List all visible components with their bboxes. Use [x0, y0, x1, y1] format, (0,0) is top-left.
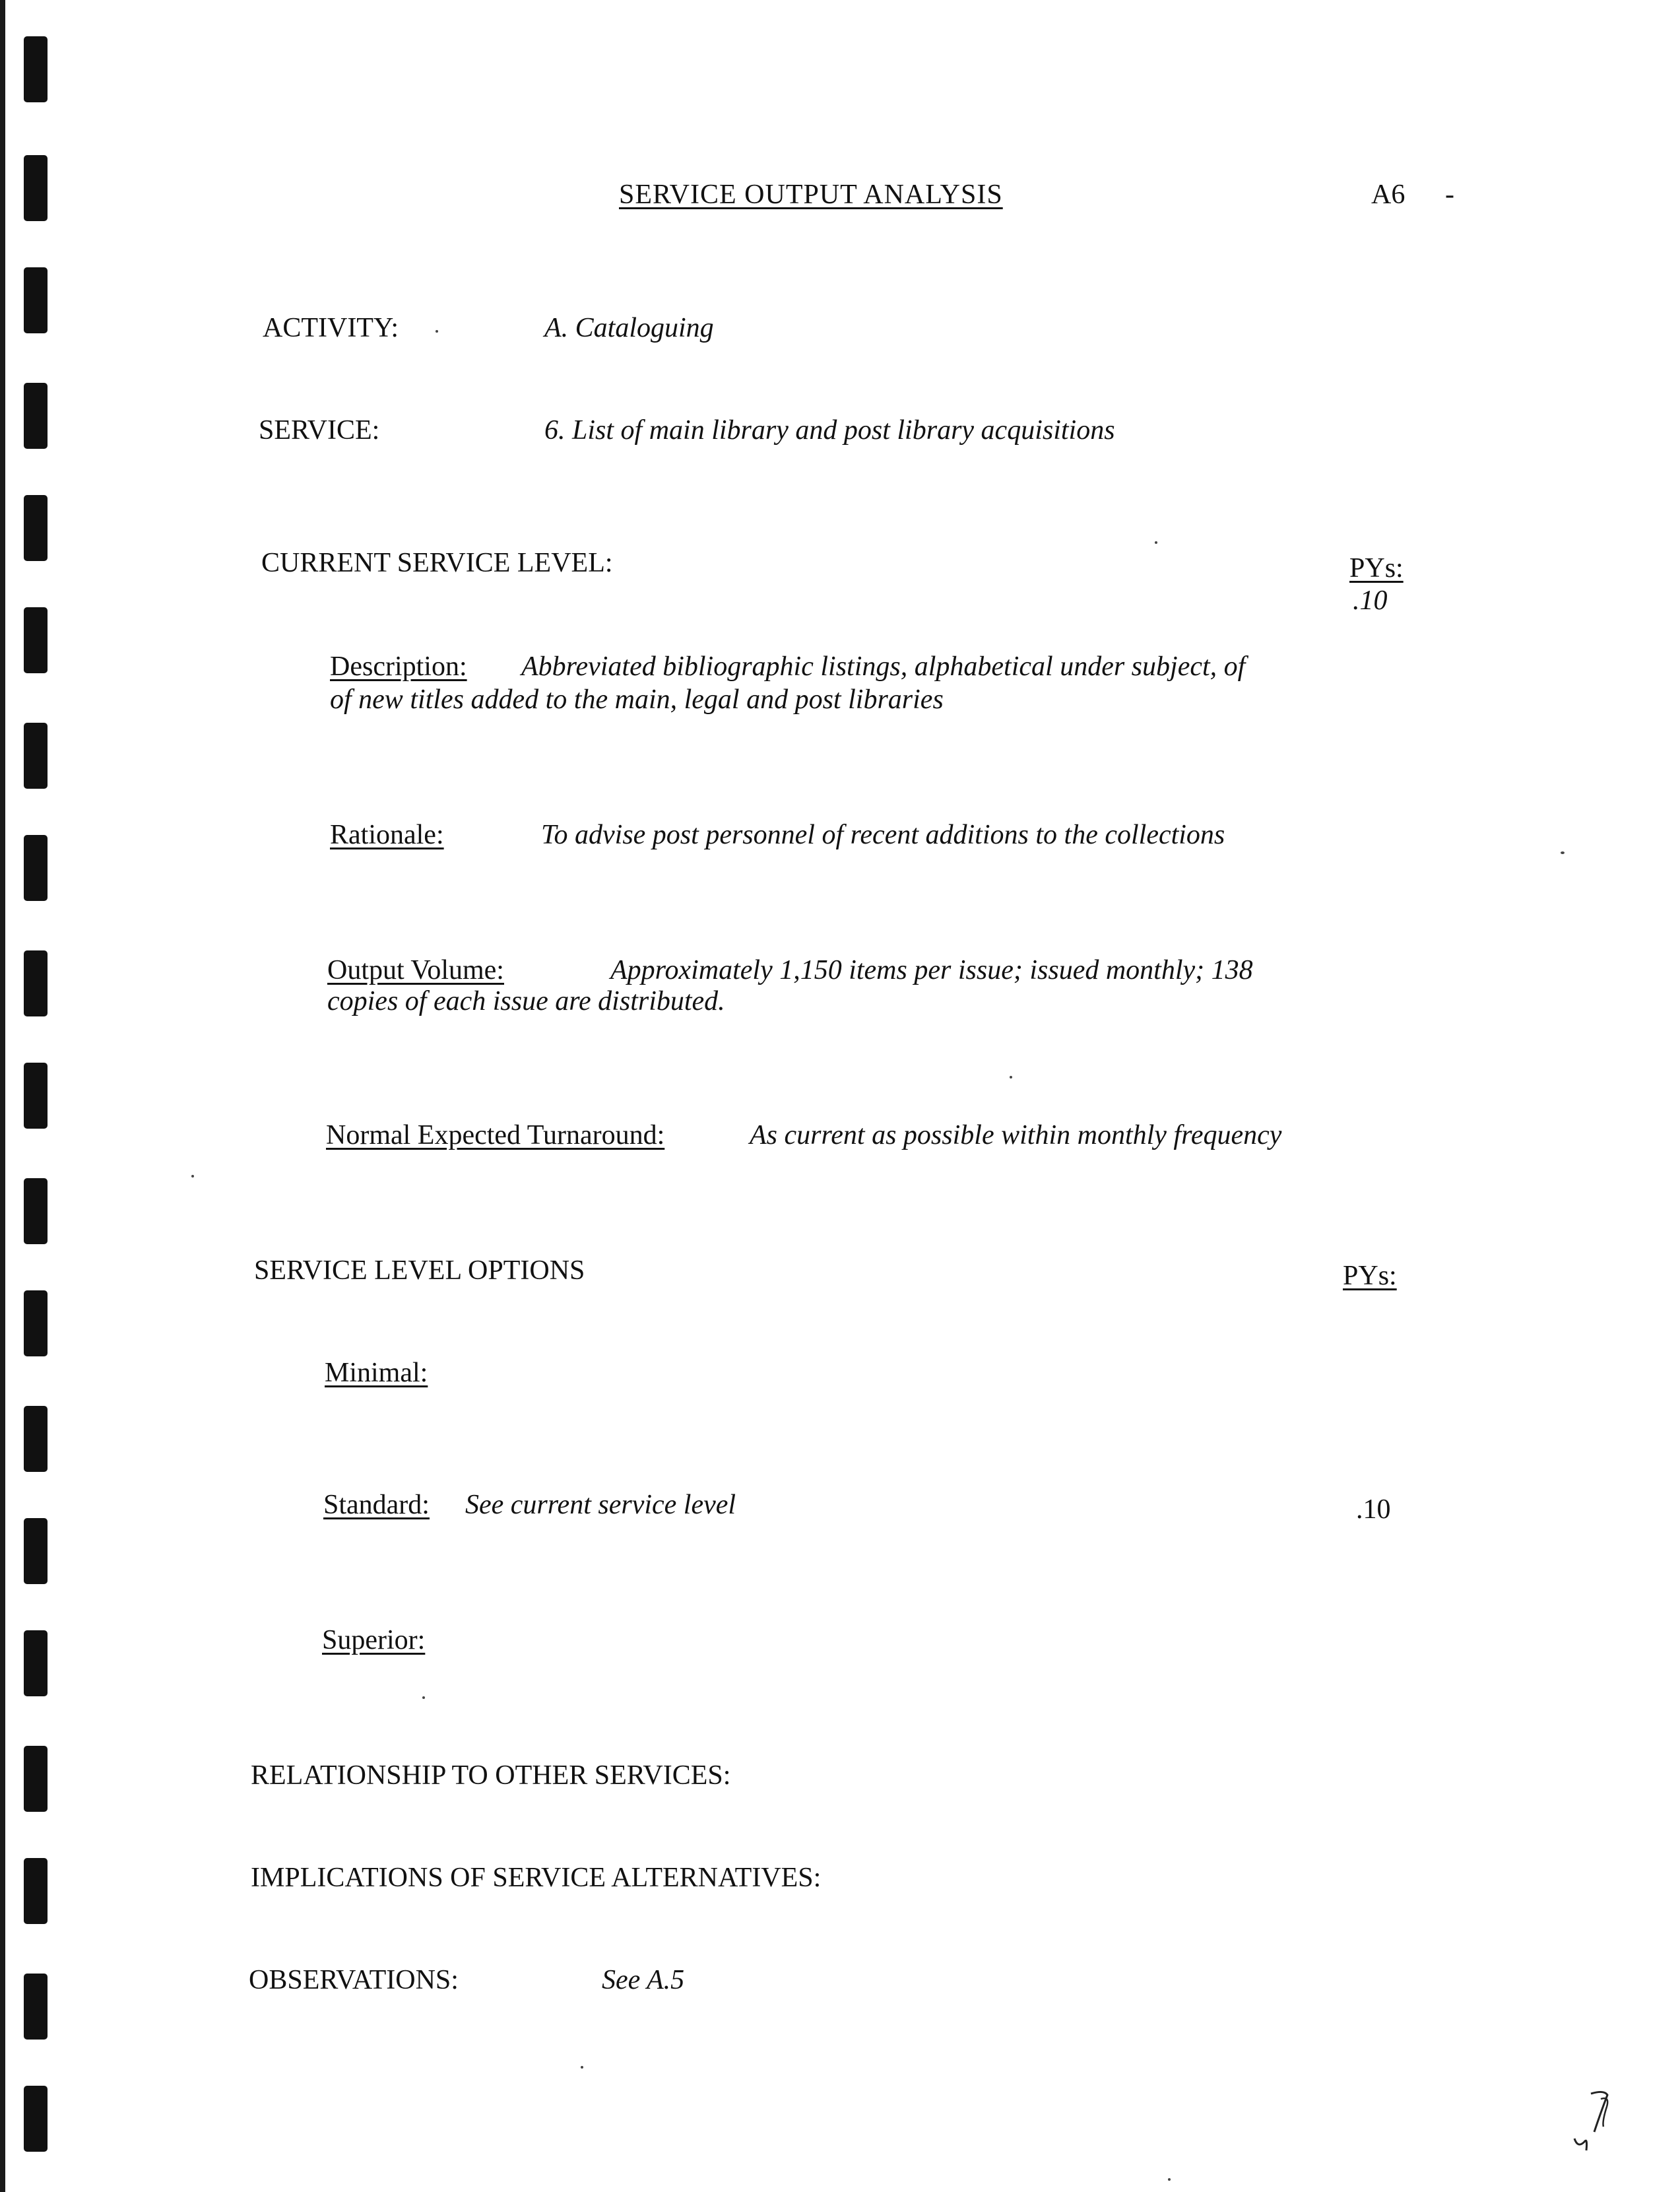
standard-label: Standard: — [323, 1490, 430, 1520]
minimal-label: Minimal: — [325, 1358, 428, 1388]
output-volume-line-1: Approximately 1,150 items per issue; issued monthly; 138 — [610, 955, 1253, 985]
output-volume-label: Output Volume: — [327, 955, 504, 985]
service-level-options-heading: SERVICE LEVEL OPTIONS — [254, 1255, 585, 1286]
output-volume-line-2: copies of each issue are distributed. — [327, 986, 725, 1016]
scan-speck — [1010, 1076, 1012, 1079]
binder-hole — [24, 495, 48, 561]
binder-hole — [24, 1974, 48, 2040]
scan-speck — [436, 330, 438, 333]
binder-hole — [24, 835, 48, 901]
observations-value: See A.5 — [602, 1965, 685, 1995]
description-line-2: of new titles added to the main, legal and post libraries — [330, 684, 944, 715]
binder-hole — [24, 2086, 48, 2152]
description-label: Description: — [330, 651, 467, 682]
binder-hole — [24, 155, 48, 221]
binder-hole — [24, 1406, 48, 1472]
description-line-1: Abbreviated bibliographic listings, alphabetical under subject, of — [521, 651, 1246, 682]
service-label: SERVICE: — [259, 415, 380, 446]
activity-label: ACTIVITY: — [263, 313, 399, 343]
scan-speck — [581, 2066, 583, 2069]
binder-hole — [24, 1630, 48, 1696]
binder-hole — [24, 1746, 48, 1812]
turnaround-text: As current as possible within monthly frequency — [750, 1120, 1282, 1150]
implications-heading: IMPLICATIONS OF SERVICE ALTERNATIVES: — [251, 1863, 822, 1893]
binder-hole — [24, 607, 48, 673]
standard-pys: .10 — [1356, 1494, 1391, 1525]
binder-hole — [24, 723, 48, 789]
options-pys-label: PYs: — [1343, 1261, 1397, 1291]
binder-edge — [0, 0, 5, 2192]
service-value: 6. List of main library and post library acquisitions — [544, 415, 1115, 446]
standard-text: See current service level — [465, 1490, 736, 1520]
observations-label: OBSERVATIONS: — [249, 1965, 459, 1995]
pys-value: .10 — [1353, 585, 1388, 616]
scan-speck — [422, 1696, 425, 1699]
binder-hole — [24, 267, 48, 333]
superior-label: Superior: — [322, 1625, 426, 1655]
activity-value: A. Cataloguing — [544, 313, 714, 343]
handwritten-initials-mark — [1555, 2086, 1634, 2158]
pys-label: PYs: — [1349, 553, 1404, 583]
binder-hole — [24, 950, 48, 1016]
binder-hole — [24, 1178, 48, 1244]
binder-hole — [24, 1290, 48, 1356]
scan-speck — [1561, 851, 1565, 854]
page-title: SERVICE OUTPUT ANALYSIS — [619, 180, 1003, 210]
page-code: A6 — [1371, 180, 1405, 210]
current-service-level-heading: CURRENT SERVICE LEVEL: — [261, 548, 613, 578]
binder-hole — [24, 1858, 48, 1924]
relationship-heading: RELATIONSHIP TO OTHER SERVICES: — [251, 1760, 731, 1791]
binder-hole — [24, 1063, 48, 1129]
binder-hole — [24, 1518, 48, 1584]
rationale-label: Rationale: — [330, 820, 444, 850]
scan-speck — [1155, 541, 1157, 544]
scan-speck — [1168, 2178, 1171, 2181]
binder-hole — [24, 383, 48, 449]
binder-hole — [24, 36, 48, 102]
rationale-text: To advise post personnel of recent additions to the collections — [541, 820, 1225, 850]
scan-speck — [191, 1175, 194, 1178]
header-dash: - — [1445, 180, 1454, 210]
turnaround-label: Normal Expected Turnaround: — [326, 1120, 665, 1150]
